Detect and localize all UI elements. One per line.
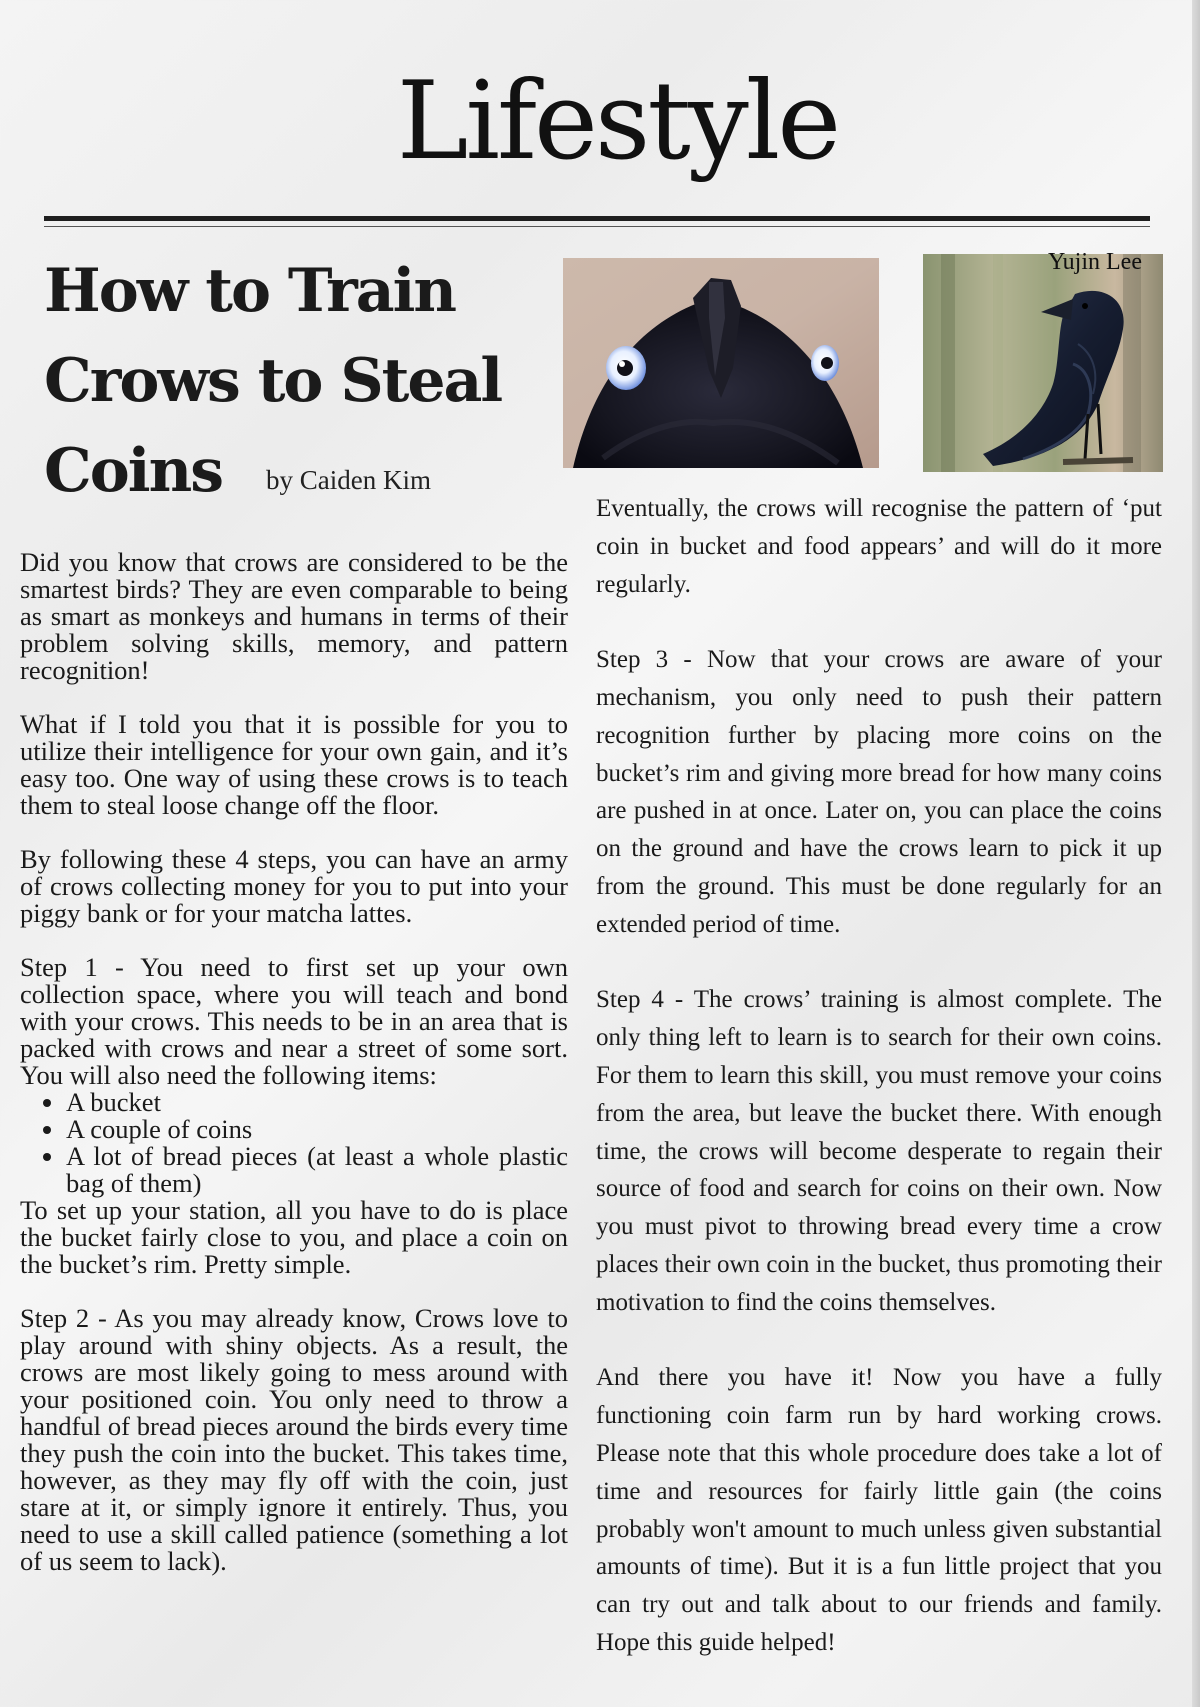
headline-line-1: How to Train <box>44 256 456 326</box>
left-column <box>20 549 568 1602</box>
crow-perched-photo <box>923 254 1163 472</box>
headline-line-2: Crows to Steal <box>44 346 502 416</box>
list-item: • A lot of bread pieces (at least a whole plastic bag of them) <box>66 1143 568 1197</box>
intro-paragraph: Did you know that crows are considered to be the smartest birds? They are even comparable to being as smart as monkeys and humans in terms of their problem solving skills, memory, and pattern recognition! <box>20 547 568 685</box>
intelligence-paragraph: What if I told you that it is possible for you to utilize their intelligence for your own gain, and it’s easy too. One way of using these crows is to teach them to steal loose change off the floor. <box>20 709 568 820</box>
pattern-paragraph: Eventually, the crows will recognise the pattern of ‘put coin in bucket and food appears’ and will do it more regularly. <box>596 495 1162 598</box>
step-1-paragraph: Step 1 - You need to first set up your own collection space, where you will teach and bond with your crows. This needs to be in an area that is packed with crows and near a street of some sort. You will also need the following items: <box>20 952 568 1090</box>
page-edge-shadow <box>1192 0 1200 1707</box>
step-2-paragraph: Step 2 - As you may already know, Crows love to play around with shiny objects. As a result, the crows are most likely going to mess around with your positioned coin. You only need to throw a handful of bread pieces around the birds every time they push the coin into the bucket. This takes time, however, as they may fly off with the coin, just stare at it, or simply ignore it entirely. Thus, you need to use a skill called patience (something a lot of us seem to lack). <box>20 1303 568 1576</box>
masthead-rule-thin <box>44 226 1150 227</box>
list-item: • A bucket <box>66 1089 568 1116</box>
items-list <box>20 1089 568 1197</box>
station-setup-paragraph: To set up your station, all you have to do is place the bucket fairly close to you, and place a coin on the bucket’s rim. Pretty simple. <box>20 1195 568 1279</box>
section-title: Lifestyle <box>396 59 839 184</box>
article-byline: by Caiden Kim <box>266 465 431 495</box>
headline-line-3: Coins <box>44 436 222 506</box>
photo-credit: Yujin Lee <box>1048 249 1142 275</box>
conclusion-paragraph: And there you have it! Now you have a fully functioning coin farm run by hard working crows. Please note that this whole procedure does take a lot of time and resources for fairly little gain (the coins probably won't amount to much unless given substantial amounts of time). But it is a fun little project that you can try out and talk about to our friends and family. Hope this guide helped! <box>596 1364 1162 1656</box>
right-column <box>596 490 1162 1700</box>
list-item: • A couple of coins <box>66 1116 568 1143</box>
masthead-rule-thick <box>44 216 1150 221</box>
steps-intro-paragraph: By following these 4 steps, you can have an army of crows collecting money for you to put into your piggy bank or for your matcha lattes. <box>20 844 568 928</box>
step-4-paragraph: Step 4 - The crows’ training is almost complete. The only thing left to learn is to search for their own coins. For them to learn this skill, you must remove your coins from the area, but leave the bucket there. With enough time, the crows will become desperate to regain their source of food and search for coins on their own. Now you must pivot to throwing bread every time a crow places their own coin in the bucket, thus promoting their motivation to find the coins themselves. <box>596 986 1162 1316</box>
crow-closeup-photo <box>563 258 879 468</box>
step-3-paragraph: Step 3 - Now that your crows are aware of your mechanism, you only need to push their pattern recognition further by placing more coins on the bucket’s rim and giving more bread for how many coins are pushed in at once. Later on, you can place the coins on the ground and have the crows learn to pick it up from the ground. This must be done regularly for an extended period of time. <box>596 646 1162 938</box>
